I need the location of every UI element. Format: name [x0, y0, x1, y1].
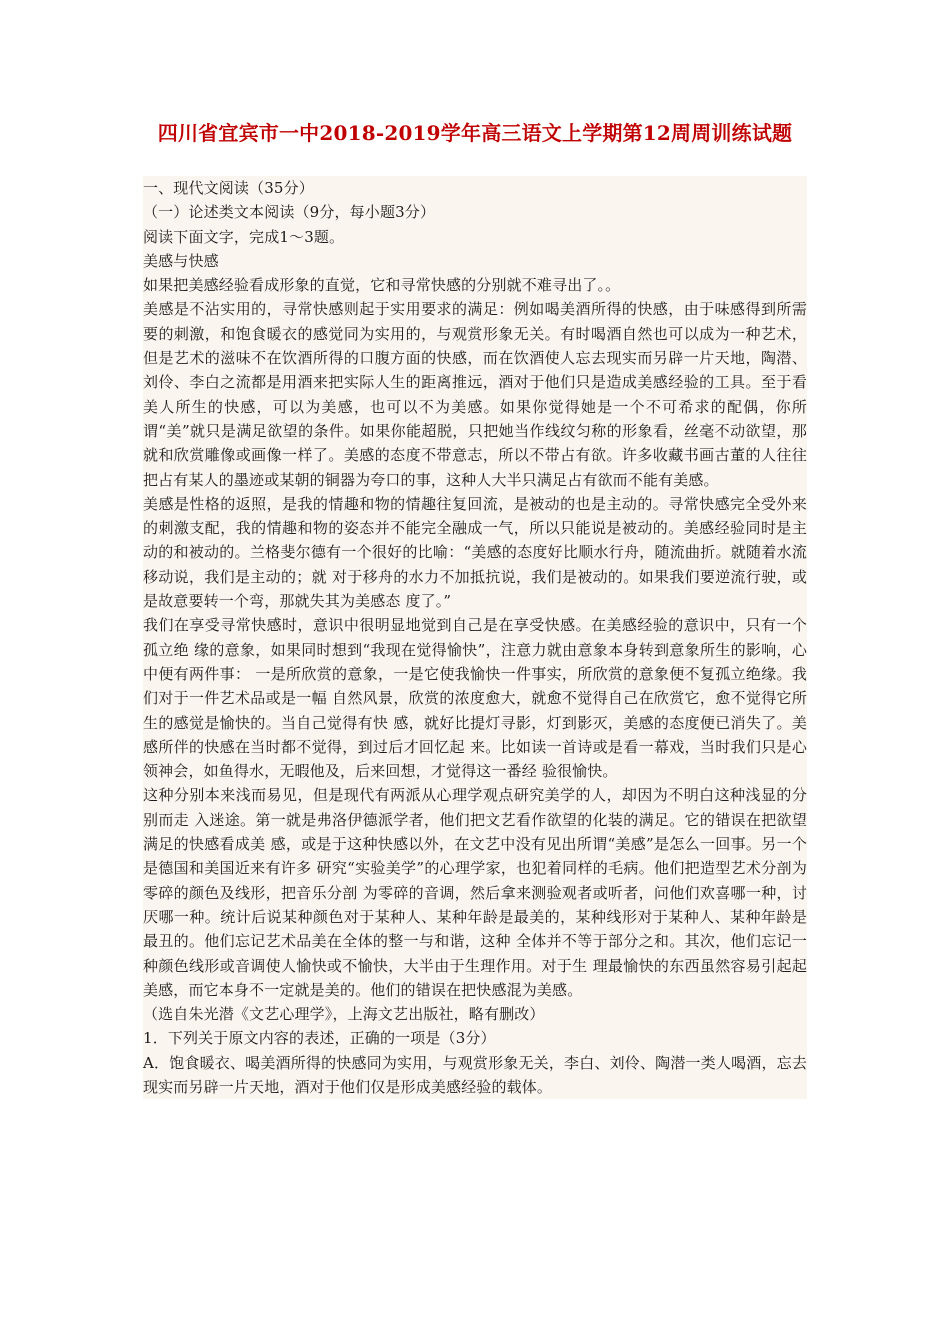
article-paragraph: 这种分别本来浅而易见，但是现代有两派从心理学观点研究美学的人，却因为不明白这种浅显的分别而走 入迷途。第一就是弗洛伊德派学者，他们把文艺看作欲望的化装的满足。它的错误在把欲望满足的快感看成美 感，或是于这种快感以外，在文艺中没有见出所谓“美感”是怎么一回事。另一个是德国和美国近来有许多 研究“实验美学”的心理学家，也犯着同样的毛病。他们把造型艺术分剖为零碎的颜色及线形，把音乐分剖 为零碎的音调，然后拿来测验观者或听者，问他们欢喜哪一种，讨厌哪一种。统计后说某种颜色对于某种人、某种年龄是最美的，某种线形对于某种人、某种年龄是最丑的。他们忘记艺术品美在全体的整一与和谐，这种 全体并不等于部分之和。其次，他们忘记一种颜色线形或音调使人愉快或不愉快，大半由于生理作用。对于生 理最愉快的东西虽然容易引起起美感，而它本身不一定就是美的。他们的错误在把快感混为美感。: [143, 786, 807, 999]
article-title: 美感与快感: [143, 251, 219, 270]
article-paragraph: 美感是不沾实用的，寻常快感则起于实用要求的满足：例如喝美酒所得的快感，由于味感得到所需要的刺激，和饱食暖衣的感觉同为实用的，与观赏形象无关。有时喝酒自然也可以成为一种艺术，但是艺术的滋味不在饮酒所得的口腹方面的快感，而在饮酒使人忘去现实而另辟一片天地，陶潜、刘伶、李白之流都是用酒来把实际人生的距离推远，酒对于他们只是造成美感经验的工具。至于看美人所生的快感，可以为美感，也可以不为美感。如果你觉得她是一个不可希求的配偶，你所谓“美”就只是满足欲望的条件。如果你能超脱，只把她当作线纹匀称的形象看，丝毫不动欲望，那就和欣赏雕像或画像一样了。美感的态度不带意志，所以不带占有欲。许多收藏书画古董的人往往把占有某人的墨迹或某朝的铜器为夸口的事，这种人大半只满足占有欲而不能有美感。: [143, 300, 807, 489]
question-option-a: A．饱食暖衣、喝美酒所得的快感同为实用，与观赏形象无关，李白、刘伶、陶潜一类人喝酒，忘去现实而另辟一片天地，酒对于他们仅是形成美感经验的载体。: [143, 1053, 807, 1096]
reading-instruction: 阅读下面文字，完成1～3题。: [143, 227, 345, 246]
subsection-heading: （一）论述类文本阅读（9分，每小题3分）: [143, 203, 436, 222]
article-paragraph: 美感是性格的返照，是我的情趣和物的情趣往复回流，是被动的也是主动的。寻常快感完全受外来的刺激支配，我的情趣和物的姿态并不能完全融成一气，所以只能说是被动的。美感经验同时是主动的和被动的。兰格斐尔德有一个很好的比喻：“美感的态度好比顺水行舟，随流曲折。就随着水流移动说，我们是主动的；就 对于移舟的水力不加抵抗说，我们是被动的。如果我们要逆流行驶，或是故意要转一个弯，那就失其为美感态 度了。”: [143, 494, 807, 611]
article-source: （选自朱光潜《文艺心理学》，上海文艺出版社，略有删改）: [143, 1005, 545, 1024]
document-title: 四川省宜宾市一中2018-2019学年高三语文上学期第12周周训练试题: [157, 121, 793, 145]
article-paragraph: 我们在享受寻常快感时，意识中很明显地觉到自己是在享受快感。在美感经验的意识中，只有一个孤立绝 缘的意象，如果同时想到“我现在觉得愉快”，注意力就由意象本身转到意象所生的影响，心中便有两件事： 一是所欣赏的意象，一是它使我愉快一件事实，所欣赏的意象便不复孤立绝缘。我们对于一件艺术品或是一幅 自然风景，欣赏的浓度愈大，就愈不觉得自己在欣赏它，愈不觉得它所生的感觉是愉快的。当自己觉得有快 感，就好比提灯寻影，灯到影灭，美感的态度便已消失了。美感所伴的快感在当时都不觉得，到过后才回忆起 来。比如读一首诗或是看一幕戏，当时我们只是心领神会，如鱼得水，无暇他及，后来回想，才觉得这一番经 验很愉快。: [143, 616, 807, 781]
article-paragraph: 如果把美感经验看成形象的直觉，它和寻常快感的分别就不难寻出了。。: [143, 276, 621, 295]
question-stem: 1．下列关于原文内容的表述，正确的一项是（3分）: [143, 1029, 496, 1048]
document-body: [143, 176, 807, 1099]
section-heading: 一、现代文阅读（35分）: [143, 179, 314, 197]
